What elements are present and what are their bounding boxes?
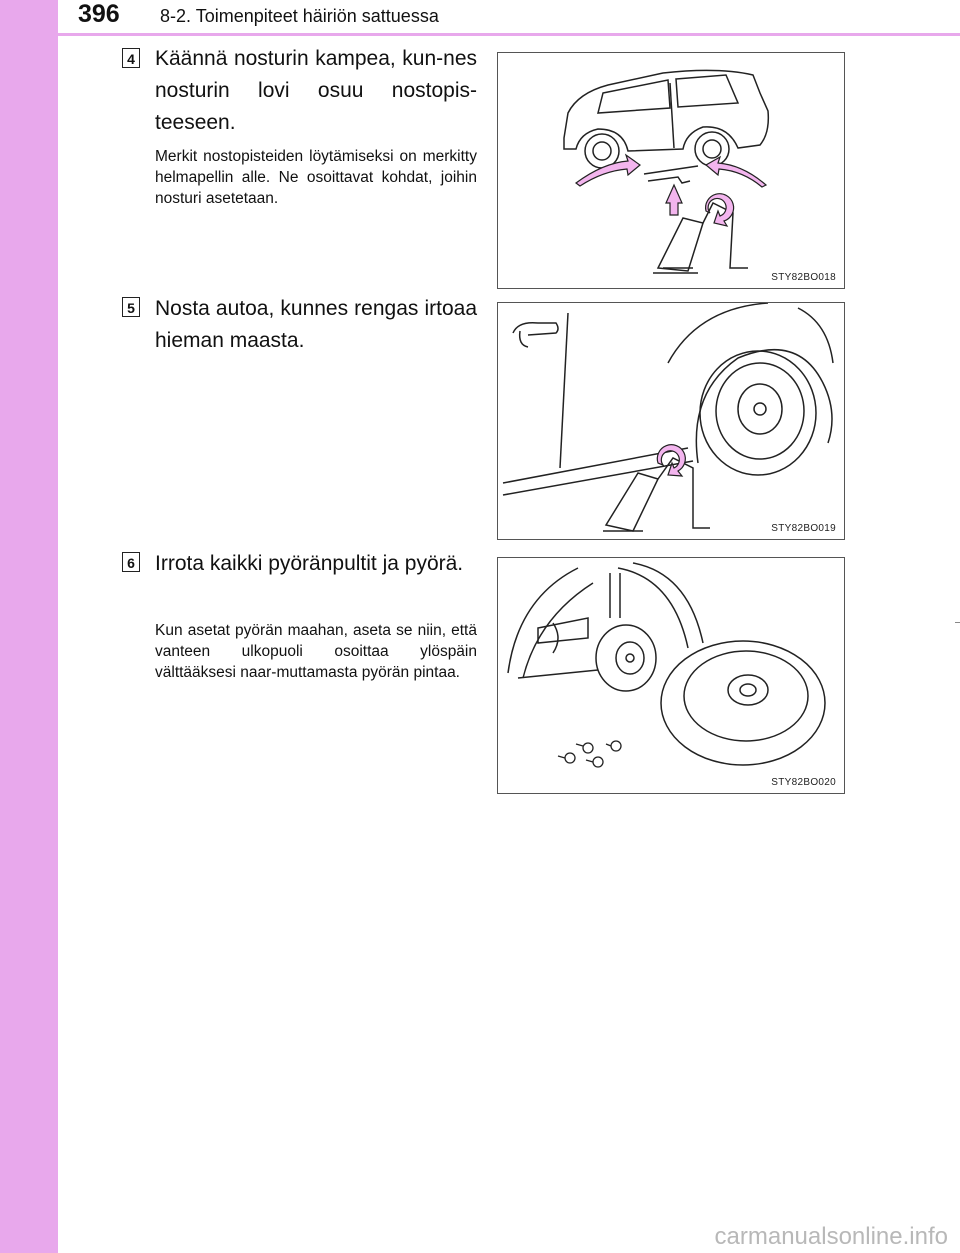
step-instruction: Nosta autoa, kunnes rengas irtoaa hieman maasta. xyxy=(155,297,477,352)
chapter-side-strip xyxy=(0,0,58,1253)
step-number-badge: 5 xyxy=(122,297,140,317)
remove-wheel-illustration xyxy=(498,558,843,793)
step-instruction: Irrota kaikki pyöränpultit ja pyörä. xyxy=(155,552,464,575)
figure-remove-wheel xyxy=(497,557,845,794)
figure-raise-car xyxy=(497,302,845,540)
header-rule xyxy=(58,33,960,36)
step-note: Merkit nostopisteiden löytämiseksi on merkitty helmapellin alle. Ne osoittavat kohdat, joihin nosturi asetetaan. xyxy=(155,148,477,207)
step-number-badge: 6 xyxy=(122,552,140,572)
watermark: carmanualsonline.info xyxy=(714,1223,948,1250)
step-note: Kun asetat pyörän maahan, aseta se niin, että vanteen ulkopuoli osoittaa ylöspäin välttääksesi naar-muttamasta pyörän pintaa. xyxy=(155,622,477,681)
raise-car-illustration xyxy=(498,303,843,539)
section-title: 8-2. Toimenpiteet häiriön sattuessa xyxy=(160,6,439,26)
page-header xyxy=(0,0,960,40)
page-number: 396 xyxy=(78,0,120,28)
figure-code: STY82BO020 xyxy=(771,777,836,788)
figure-jack-under-car xyxy=(497,52,845,289)
margin-tick xyxy=(955,622,960,623)
step-instruction: Käännä nosturin kampea, kun-nes nosturin lovi osuu nostopis-teeseen. xyxy=(155,47,477,134)
car-jack-illustration xyxy=(498,53,843,288)
figure-code: STY82BO019 xyxy=(771,523,836,534)
step-number-badge: 4 xyxy=(122,48,140,68)
figure-code: STY82BO018 xyxy=(771,272,836,283)
